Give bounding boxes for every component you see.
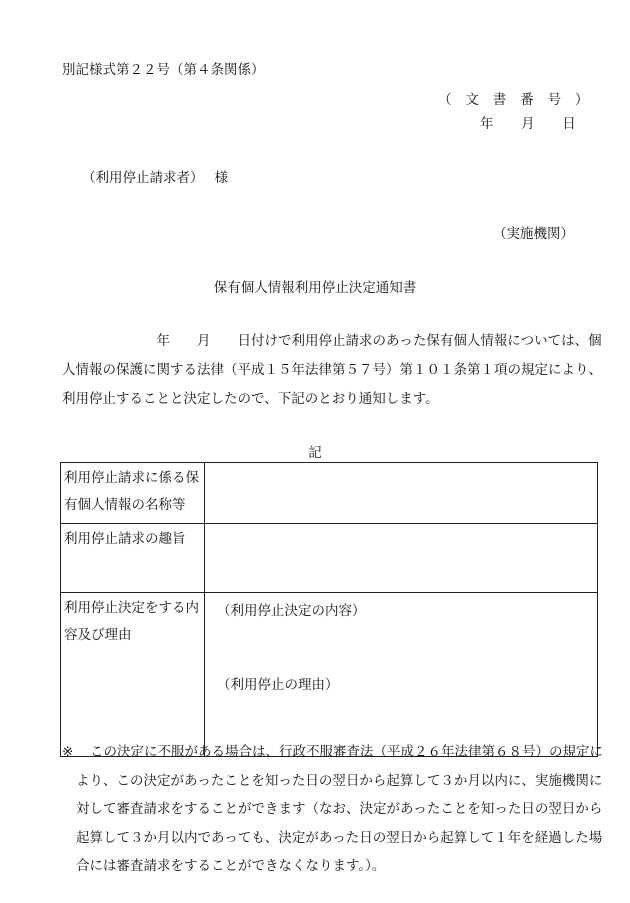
form-number: 別記様式第２２号（第４条関係） xyxy=(62,62,265,78)
decision-content-heading: （利用停止決定の内容） xyxy=(217,603,366,619)
request-purpose-label: 利用停止請求の趣旨 xyxy=(61,524,205,593)
document-title: 保有個人情報利用停止決定通知書 xyxy=(213,280,417,296)
body-paragraph: 年 月 日付けで利用停止請求のあった保有個人情報については、個人情報の保護に関する法律（平成１５年法律第５７号）第１０１条第１項の規定により、利用停止することと決定したので、下記のとおり通知します。 xyxy=(62,333,602,407)
decision-reason-heading: （利用停止の理由） xyxy=(217,677,339,693)
note-mark: ※ xyxy=(62,744,74,760)
appeal-note xyxy=(62,738,604,881)
info-name-label: 利用停止請求に係る保有個人情報の名称等 xyxy=(61,463,205,524)
table-row xyxy=(61,463,598,524)
issuing-agency: （実施機関） xyxy=(493,226,574,242)
table-row xyxy=(61,524,598,593)
ki-heading: 記 xyxy=(308,445,322,461)
info-name-value xyxy=(205,463,598,524)
request-purpose-value xyxy=(205,524,598,593)
table-row xyxy=(61,593,598,757)
info-table xyxy=(60,462,598,757)
note-text: この決定に不服がある場合は、行政不服審査法（平成２６年法律第６８号）の規定により、この決定があったことを知った日の翌日から起算して３か月以内に、実施機関に対して審査請求をすることができます（なお、決定があったことを知った日の翌日から起算して３か月以内であっても、決定があった日の翌日から起算して１年を経過した場合には審査請求をすることができなくなります。）。 xyxy=(76,744,603,874)
addressee: （利用停止請求者） 様 xyxy=(82,170,229,186)
decision-label: 利用停止決定をする内容及び理由 xyxy=(61,593,205,757)
document-number: （ 文 書 番 号 ） xyxy=(438,92,589,108)
document-date: 年 月 日 xyxy=(480,116,576,132)
decision-value xyxy=(205,593,598,757)
